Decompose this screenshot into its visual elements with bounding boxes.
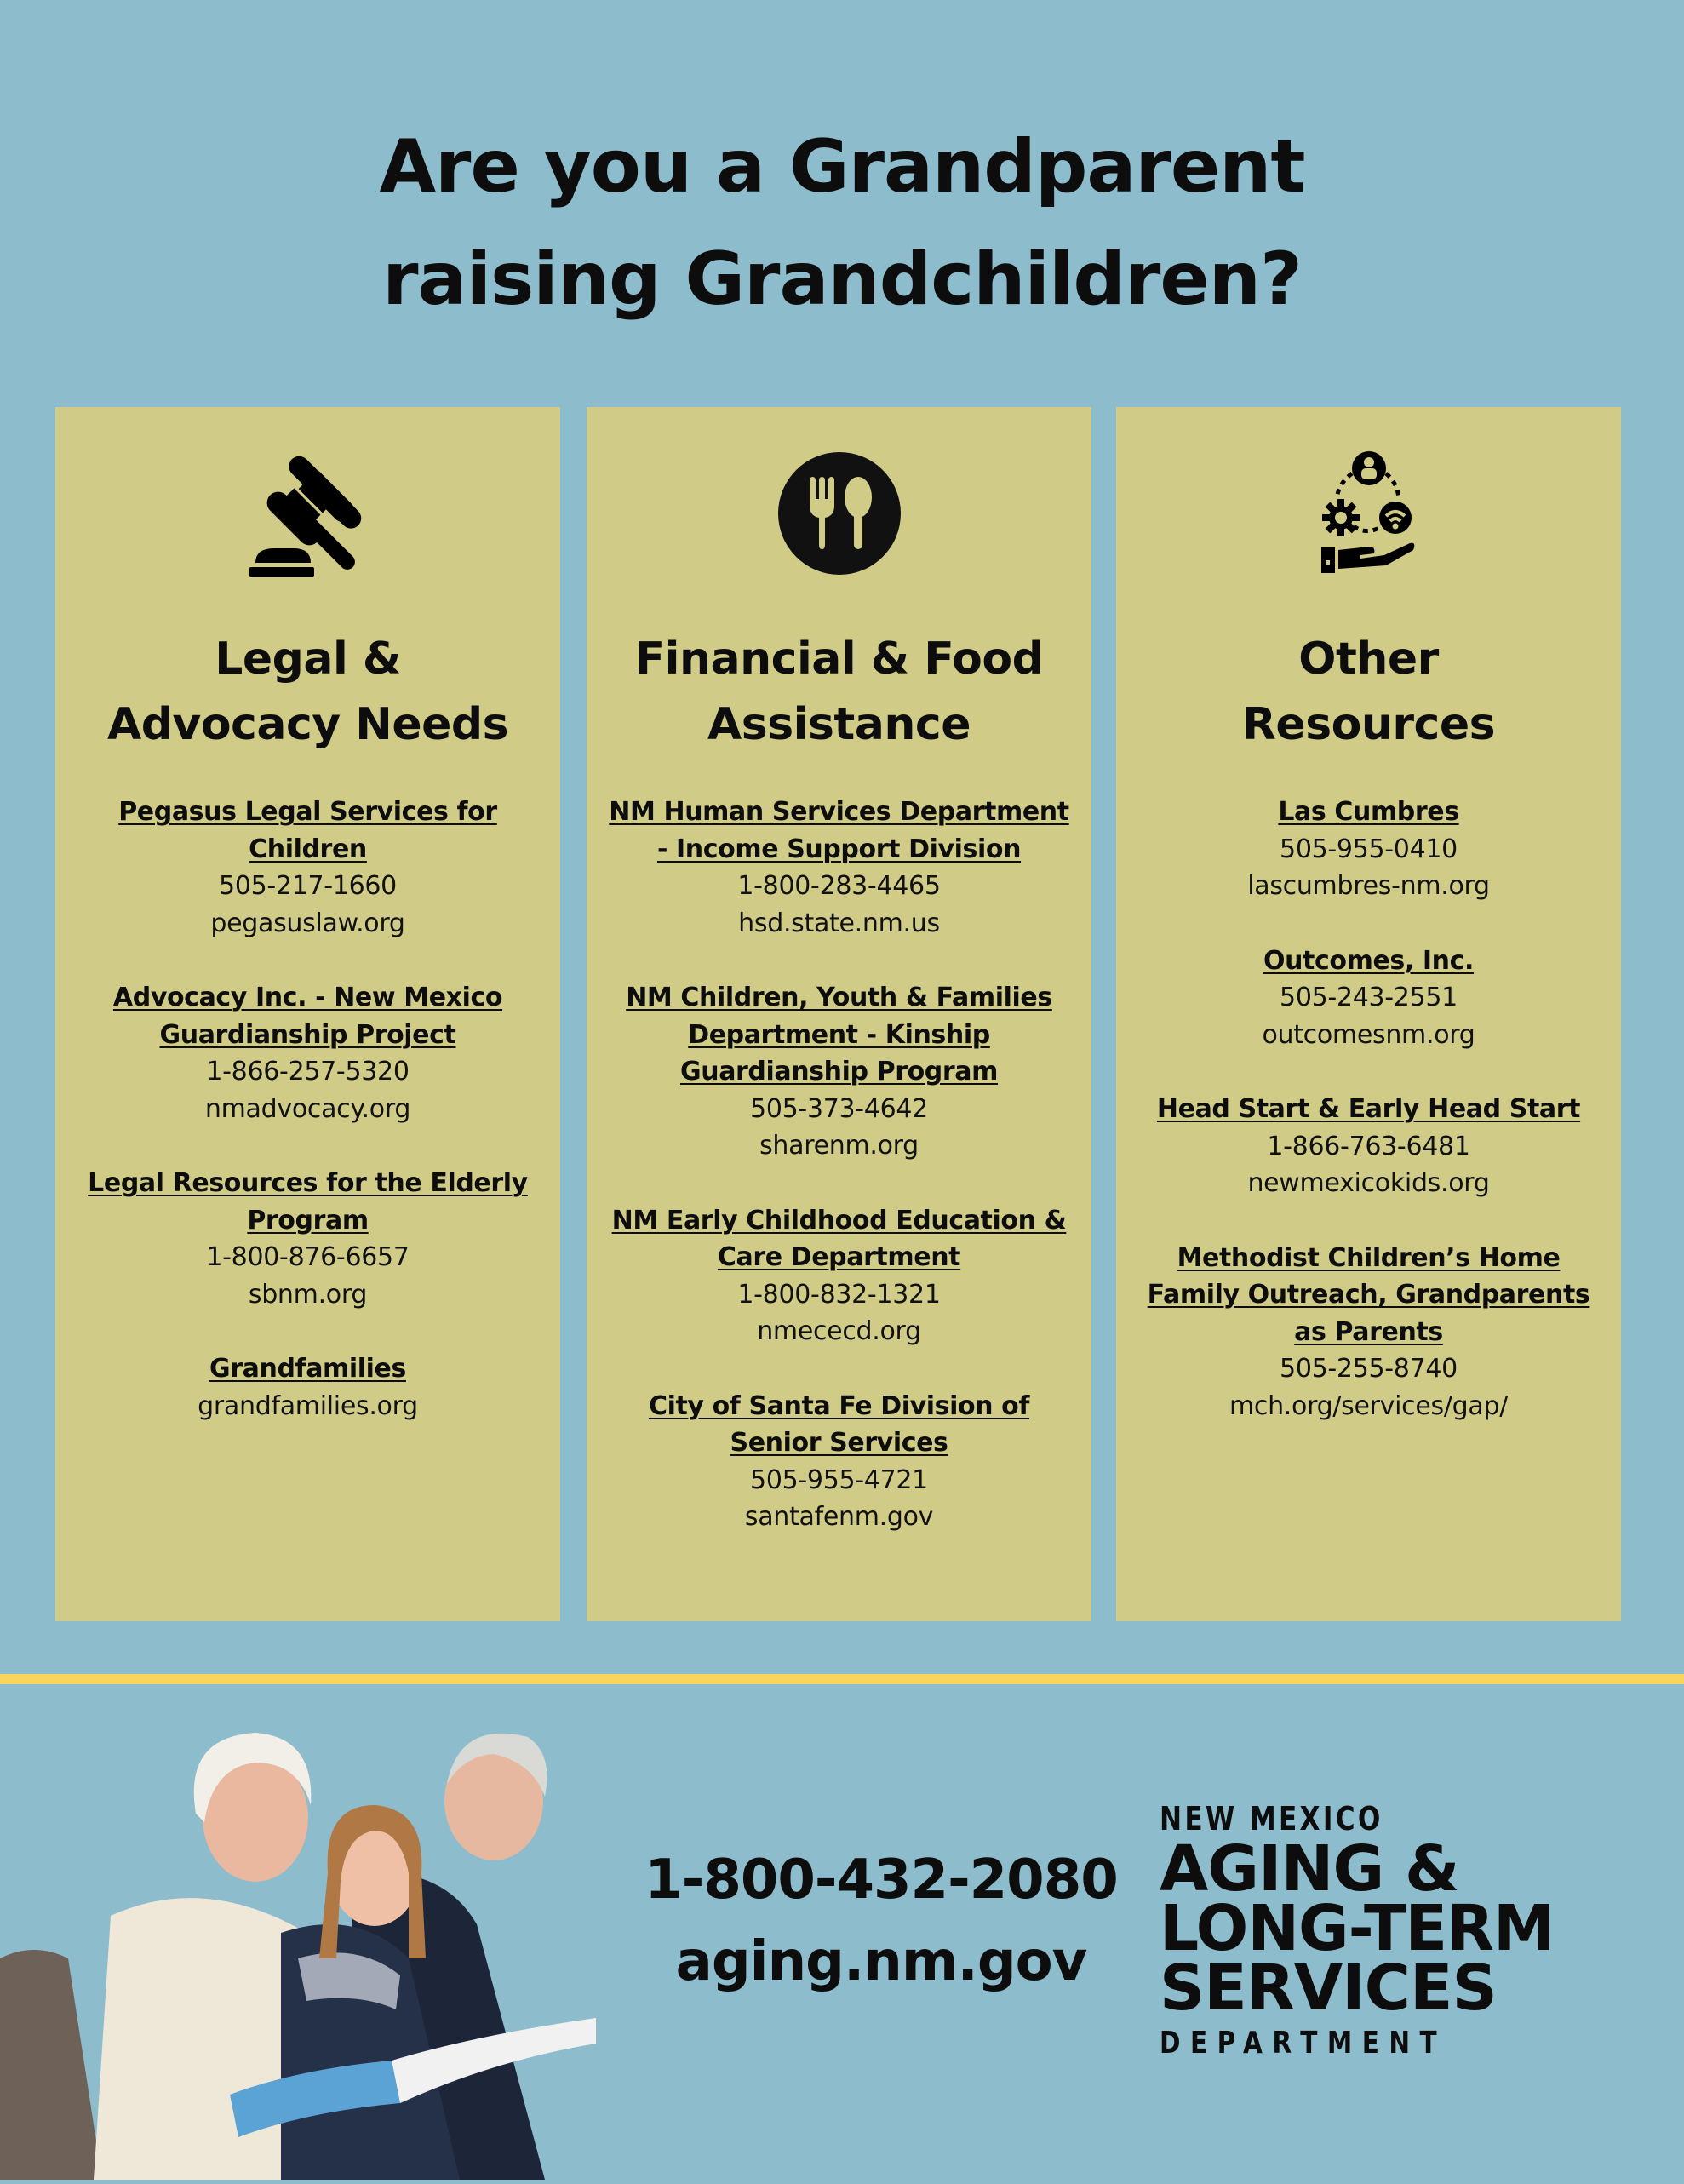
resource-phone: 1-800-876-6657 (206, 1242, 410, 1272)
resource-phone: 505-255-8740 (1280, 1354, 1458, 1384)
resource-name[interactable]: NM Human Services Department - Income Support Division (609, 797, 1069, 864)
resource-entry (604, 1388, 1074, 1536)
card-legal-advocacy (55, 407, 560, 1621)
resource-name[interactable]: Outcomes, Inc. (1263, 945, 1474, 976)
resource-website[interactable]: outcomesnm.org (1262, 1019, 1475, 1050)
card-financial-food (587, 407, 1091, 1621)
gavel-icon (244, 450, 372, 582)
resource-name[interactable]: Grandfamilies (209, 1354, 406, 1384)
resource-entry (604, 794, 1074, 942)
card-heading: Other Resources (1241, 633, 1496, 750)
resource-website[interactable]: pegasuslaw.org (210, 908, 405, 938)
resource-entry (1133, 1091, 1604, 1202)
resource-website[interactable]: nmececd.org (757, 1316, 921, 1346)
resource-entry (72, 1165, 543, 1313)
card-other-resources (1116, 407, 1621, 1621)
resource-name[interactable]: Advocacy Inc. - New Mexico Guardianship Project (112, 983, 503, 1050)
resource-website[interactable]: santafenm.gov (744, 1502, 934, 1532)
resource-entry (72, 979, 543, 1127)
page-title (0, 111, 1684, 335)
resource-phone: 1-866-257-5320 (206, 1057, 410, 1086)
hand-network-services-icon (1318, 450, 1420, 582)
resource-website[interactable]: sbnm.org (248, 1279, 368, 1310)
resource-name[interactable]: City of Santa Fe Division of Senior Services (648, 1390, 1030, 1458)
resource-name[interactable]: Las Cumbres (1278, 797, 1459, 827)
resource-phone: 505-955-4721 (750, 1465, 928, 1495)
resource-phone: 505-217-1660 (219, 871, 397, 901)
resource-entry (604, 1202, 1074, 1350)
resource-phone: 505-373-4642 (750, 1093, 928, 1124)
resource-website[interactable]: grandfamilies.org (198, 1390, 418, 1421)
title-line-2: raising Grandchildren? (382, 237, 1302, 322)
resource-website[interactable]: newmexicokids.org (1247, 1168, 1490, 1198)
resource-phone: 1-800-832-1321 (737, 1279, 941, 1310)
resource-entry (1133, 794, 1604, 905)
resource-website[interactable]: sharenm.org (759, 1131, 919, 1161)
resource-entry (1133, 1240, 1604, 1425)
resource-name[interactable]: NM Early Childhood Education & Care Department (611, 1205, 1067, 1272)
resource-phone: 1-800-283-4465 (737, 871, 941, 901)
nm-aging-dept-logo: NEW MEXICO AGING & LONG-TERM SERVICES DEPARTMENT (1160, 1800, 1555, 2061)
resource-name[interactable]: Head Start & Early Head Start (1156, 1094, 1581, 1124)
main-phone[interactable]: 1-800-432-2080 (644, 1849, 1118, 1912)
resource-website[interactable]: lascumbres-nm.org (1247, 871, 1490, 901)
resource-entry (1133, 943, 1604, 1054)
resource-name[interactable]: NM Children, Youth & Families Department - Kinship Guardianship Program (626, 983, 1052, 1086)
resource-phone: 1-866-763-6481 (1267, 1131, 1470, 1161)
main-website[interactable]: aging.nm.gov (675, 1930, 1087, 1993)
resource-entry (72, 1350, 543, 1424)
resource-entry (72, 794, 543, 942)
fork-spoon-icon (777, 451, 902, 580)
divider-line (0, 1674, 1684, 1684)
resource-website[interactable]: nmadvocacy.org (204, 1093, 411, 1124)
resource-website[interactable]: mch.org/services/gap/ (1229, 1390, 1509, 1421)
title-line-1: Are you a Grandparent (379, 124, 1305, 209)
resource-website[interactable]: hsd.state.nm.us (738, 908, 940, 938)
resource-phone: 505-955-0410 (1280, 834, 1458, 864)
card-heading: Financial & Food Assistance (634, 633, 1044, 750)
card-heading: Legal & Advocacy Needs (106, 633, 509, 750)
resource-name[interactable]: Legal Resources for the Elderly Program (88, 1168, 528, 1235)
resource-name[interactable]: Methodist Children’s Home Family Outreach, Grandparents as Parents (1147, 1242, 1590, 1347)
contact-info (630, 1839, 1132, 2003)
resource-name[interactable]: Pegasus Legal Services for Children (118, 797, 497, 864)
resource-phone: 505-243-2551 (1280, 983, 1458, 1012)
resource-entry (604, 979, 1074, 1165)
